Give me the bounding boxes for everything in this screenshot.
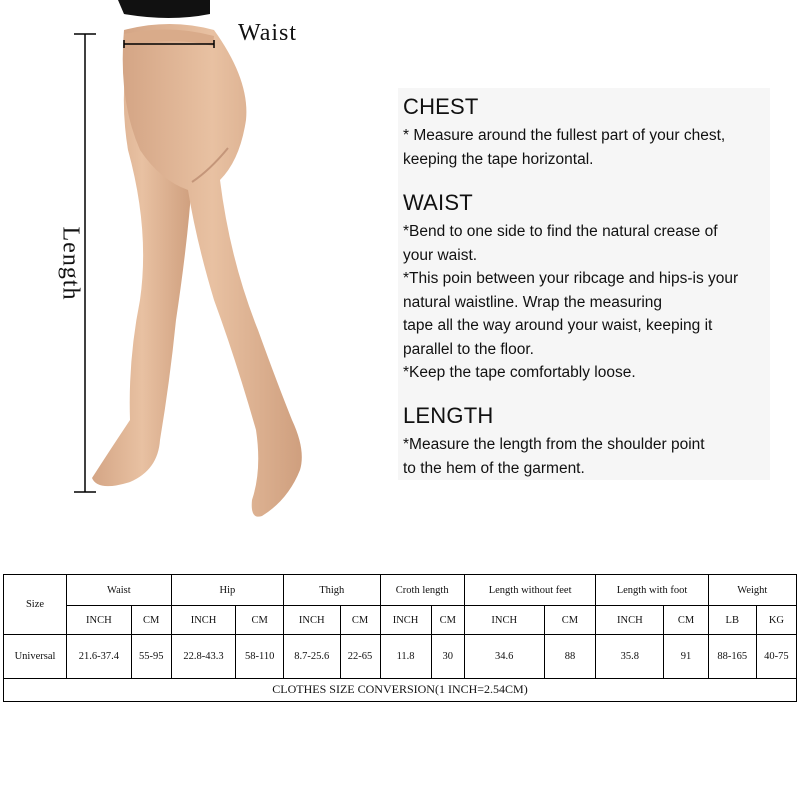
unit-cell: INCH	[380, 606, 431, 634]
value-cell: 55-95	[131, 634, 171, 678]
unit-cell: INCH	[596, 606, 664, 634]
table-unit-row	[4, 606, 797, 634]
length-heading: LENGTH	[403, 403, 494, 428]
group-header-cell: Length with foot	[596, 575, 708, 606]
chest-text-line: keeping the tape horizontal.	[403, 150, 594, 168]
waist-heading: WAIST	[403, 190, 473, 215]
waist-text-line: parallel to the floor.	[403, 340, 534, 358]
group-header-cell: Thigh	[284, 575, 380, 606]
unit-cell: INCH	[284, 606, 340, 634]
black-top	[118, 0, 210, 18]
waist-text-line: *Keep the tape comfortably loose.	[403, 364, 636, 381]
value-cell: 88	[544, 634, 596, 678]
chest-heading: CHEST	[403, 94, 479, 119]
value-cell: 40-75	[756, 634, 796, 678]
size-table	[3, 574, 797, 702]
unit-cell: CM	[431, 606, 464, 634]
length-section	[403, 403, 773, 480]
unit-cell: LB	[708, 606, 756, 634]
value-cell: 35.8	[596, 634, 664, 678]
group-header-cell: Hip	[171, 575, 283, 606]
table-footer-row	[4, 678, 797, 701]
size-header-cell: Size	[4, 575, 67, 635]
unit-cell: CM	[236, 606, 284, 634]
size-value-cell: Universal	[4, 634, 67, 678]
length-text-line: *Measure the length from the shoulder point	[403, 436, 705, 453]
value-cell: 34.6	[464, 634, 544, 678]
length-label: Length	[57, 226, 84, 301]
group-header-cell: Length without feet	[464, 575, 595, 606]
waist-label: Waist	[238, 20, 298, 46]
unit-cell: CM	[544, 606, 596, 634]
unit-cell: KG	[756, 606, 796, 634]
size-conversion-note: CLOTHES SIZE CONVERSION(1 INCH=2.54CM)	[4, 678, 797, 701]
unit-cell: INCH	[67, 606, 132, 634]
value-cell: 22-65	[340, 634, 380, 678]
waist-section	[403, 190, 773, 385]
value-cell: 91	[664, 634, 708, 678]
chest-section	[403, 94, 773, 171]
value-cell: 21.6-37.4	[67, 634, 132, 678]
chest-text-line: * Measure around the fullest part of your chest,	[403, 127, 726, 144]
waist-text-line: natural waistline. Wrap the measuring	[403, 293, 663, 311]
unit-cell: CM	[664, 606, 708, 634]
table-row	[4, 634, 797, 678]
value-cell: 11.8	[380, 634, 431, 678]
value-cell: 58-110	[236, 634, 284, 678]
unit-cell: INCH	[171, 606, 236, 634]
unit-cell: CM	[340, 606, 380, 634]
value-cell: 8.7-25.6	[284, 634, 340, 678]
group-header-cell: Waist	[67, 575, 172, 606]
length-text-line: to the hem of the garment.	[403, 459, 585, 477]
waist-text-line: your waist.	[403, 246, 478, 264]
table-header-row	[4, 575, 797, 606]
group-header-cell: Weight	[708, 575, 796, 606]
value-cell: 88-165	[708, 634, 756, 678]
waist-text-line: *This poin between your ribcage and hips-is your	[403, 270, 739, 287]
group-header-cell: Croth length	[380, 575, 464, 606]
value-cell: 30	[431, 634, 464, 678]
unit-cell: INCH	[464, 606, 544, 634]
value-cell: 22.8-43.3	[171, 634, 236, 678]
unit-cell: CM	[131, 606, 171, 634]
waist-text-line: *Bend to one side to find the natural crease of	[403, 223, 718, 240]
waist-text-line: tape all the way around your waist, keeping it	[403, 317, 713, 334]
tights-figure	[0, 0, 380, 540]
